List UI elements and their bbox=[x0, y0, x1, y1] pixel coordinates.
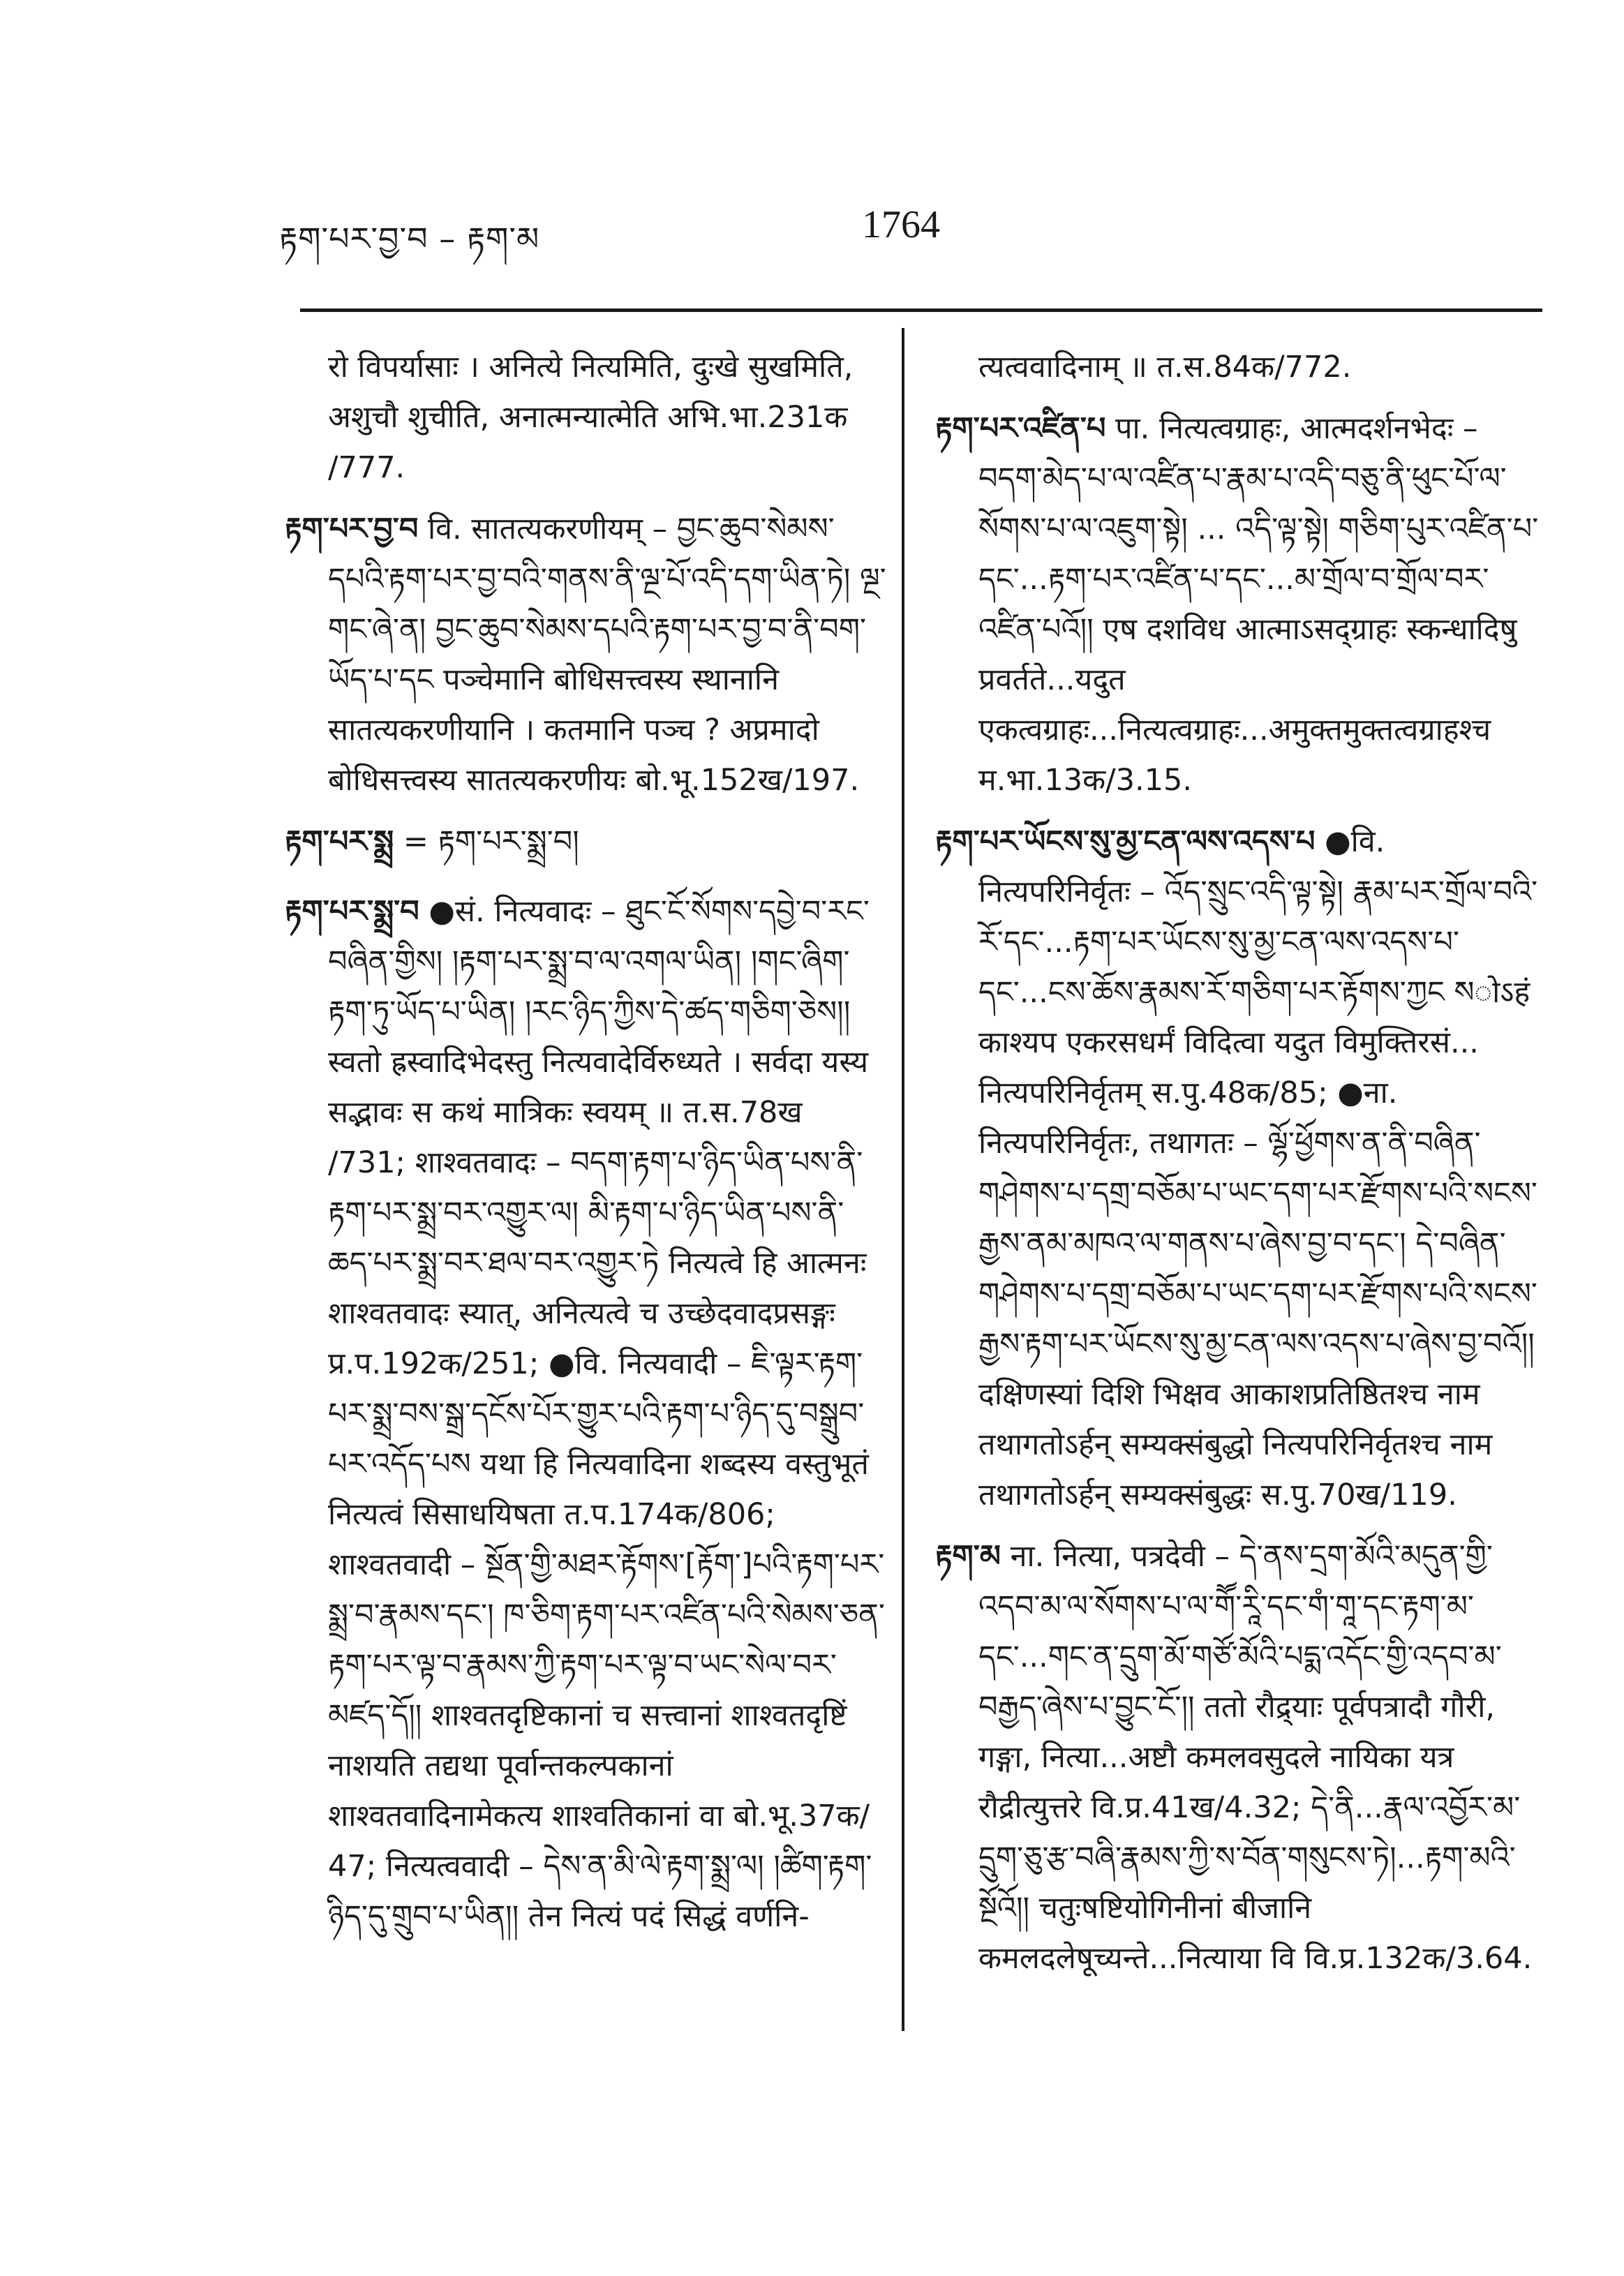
entry-text: ना. नित्या, पत्रदेवी – དེ་ནས་དྲག་མོའི་མདུན་གྱི་འདབ་མ་ལ་སོགས་པ་ལ་གཽ་རཱི་དང་གཾ་གཱ་དང་རྟག་མ་དང་...གང་ན་དྲུག་མོ་གཙོ་མོའི་པདྨ་འདོང་གྱི་འདབ་མ་བརྒྱད་ཞེས་པ་བྱུང་ངོ་།། ततो रौद्र्याः पूर्वपत्रादौ गौरी, गङ्गा, नित्या...अष्टौ कमलवसुदले नायिका यत्र रौद्रीत्युत्तरे वि.प्र.41ख/4.32; དེ་ནི...རྣལ་འབྱོར་མ་དྲུག་ཅུ་རྩ་བཞི་རྣམས་ཀྱི་ས་བོན་གསུངས་ཏེ།...རྟག་མའི་སྔོའོ།། चतुःषष्टियोगिनीनां बीजानि कमलदलेषूच्यन्ते...नित्याया वि वि.प्र.132क/3.64. bbox=[978, 1539, 1533, 1976]
running-head: རྟག་པར་བྱ་བ – རྟག་མ bbox=[279, 220, 540, 258]
dictionary-entry bbox=[285, 886, 886, 1942]
entry-text: ●सं. नित्यवादः – ཐུང་ངོ་སོགས་དབྱེ་བ་རང་བཞིན་གྱིས། །རྟག་པར་སྨྲ་བ་ལ་འགལ་ཡིན། །གང་ཞིག་རྟག་ཏུ་ཡོད་པ་ཡིན། །རང་ཉིད་ཀྱིས་དེ་ཚད་གཅིག་ཅེས།། स्वतो ह्रस्वादिभेदस्तु नित्यवादेर्विरुध्यते । सर्वदा यस्य सद्भावः स कथं मात्रिकः स्वयम् ॥ त.स.78ख /731; शाश्वतवादः – བདག་རྟག་པ་ཉིད་ཡིན་པས་ནི་རྟག་པར་སྨྲ་བར་འགྱུར་ལ། མི་རྟག་པ་ཉིད་ཡིན་པས་ནི་ཆད་པར་སྨྲ་བར་ཐལ་བར་འགྱུར་ཏེ नित्यत्वे हि आत्मनः शाश्वतवादः स्यात्, अनित्यत्वे च उच्छेदवादप्रसङ्गः प्र.प.192क/251; ●वि. नित्यवादी – ཇི་ལྟར་རྟག་པར་སྨྲ་བས་སྒྲ་དངོས་པོར་གྱུར་པའི་རྟག་པ་ཉིད་དུ་བསྒྲུབ་པར་འདོད་པས यथा हि नित्यवादिना शब्दस्य वस्तुभूतं नित्यत्वं सिसाधयिषता त.प.174क/806; शाश्वतवादी – སྔོན་གྱི་མཐར་རྟོགས་[རྟོག་]པའི་རྟག་པར་སྨྲ་བ་རྣམས་དང་། ཁ་ཅིག་རྟག་པར་འཛིན་པའི་སེམས་ཅན་རྟག་པར་ལྟ་བ་རྣམས་ཀྱི་རྟག་པར་ལྟ་བ་ཡང་སེལ་བར་མཛད་དོ།། शाश्वतदृष्टिकानां च सत्त्वानां शाश्वतदृष्टिं नाशयति तद्यथा पूर्वान्तकल्पकानां शाश्वतवादिनामेकत्य शाश्वतिकानां वा बो.भू.37क/ 47; नित्यत्ववादी – དེས་ན་མི་ལེ་རྟག་སྨྲ་ལ། །ཚིག་རྟག་ཉིད་དུ་གྲུབ་པ་ཡིན།། तेन नित्यं पदं सिद्धं वर्णनि- bbox=[328, 894, 885, 1934]
dictionary-entry bbox=[935, 1531, 1542, 1984]
page-number: 1764 bbox=[862, 203, 940, 246]
dictionary-entry bbox=[285, 504, 886, 805]
entry-text: रो विपर्यासाः । अनित्ये नित्यमिति, दुःखे सुखमिति, अशुचौ शुचीति, अनात्मन्यात्मेति अभि.भा.231क /777. bbox=[328, 350, 854, 485]
entry-headword: རྟག་པར་འཛིན་པ bbox=[935, 411, 1106, 446]
page-header bbox=[0, 0, 1624, 328]
column-divider bbox=[902, 328, 904, 2031]
header-rule bbox=[300, 308, 1542, 312]
dictionary-entry bbox=[935, 817, 1542, 1520]
entry-headword: རྟག་པར་སྨྲ་བ bbox=[285, 894, 419, 929]
entry-text: त्यत्ववादिनाम् ॥ त.स.84क/772. bbox=[978, 350, 1352, 385]
entry-text: ●वि. नित्यपरिनिर्वृतः – འོད་སྲུང་འདི་ལྟ་སྟེ། རྣམ་པར་གྲོལ་བའི་རོ་དང་...རྟག་པར་ཡོངས་སུ་མྱ་ངན་ལས་འདས་པ་དང་...ངས་ཆོས་རྣམས་རོ་གཅིག་པར་རྟོགས་ཀྱང སोऽहं काश्यप एकरसधर्मं विदित्वा यदुत विमुक्तिरसं... नित्यपरिनिर्वृतम् स.पु.48क/85; ●ना. नित्यपरिनिर्वृतः, तथागतः – ལྷོ་ཕྱོགས་ན་ནི་བཞིན་གཤེགས་པ་དགྲ་བཅོམ་པ་ཡང་དག་པར་རྫོགས་པའི་སངས་རྒྱས་ནམ་མཁའ་ལ་གནས་པ་ཞེས་བྱ་བ་དང་། དེ་བཞིན་གཤེགས་པ་དགྲ་བཅོམ་པ་ཡང་དག་པར་རྫོགས་པའི་སངས་རྒྱས་རྟག་པར་ཡོངས་སུ་མྱ་ངན་ལས་འདས་པ་ཞེས་བྱ་བའོ།། दक्षिणस्यां दिशि भिक्षव आकाशप्रतिष्ठितश्च नाम तथागतोऽर्हन् सम्यक्संबुद्धो नित्यपरिनिर्वृतश्च नाम तथागतोऽर्हन् सम्यक्संबुद्धः स.पु.70ख/119. bbox=[978, 824, 1538, 1512]
dictionary-entry bbox=[935, 403, 1542, 805]
entry-headword: རྟག་པར་ཡོངས་སུ་མྱ་ངན་ལས་འདས་པ bbox=[935, 824, 1316, 859]
entry-headword: རྟག་པར་སྨྲ bbox=[285, 824, 394, 859]
entry-text: पा. नित्यत्वग्राहः, आत्मदर्शनभेदः – བདག་མེད་པ་ལ་འཛིན་པ་རྣམ་པ་འདི་བཅུ་ནི་ཕུང་པོ་ལ་སོགས་པ་ལ་འཇུག་སྟེ། ... འདི་ལྟ་སྟེ། གཅིག་པུར་འཛིན་པ་དང་...རྟག་པར་འཛིན་པ་དང་...མ་གྲོལ་བ་གྲོལ་བར་འཛིན་པའོ།། एष दशविध आत्माऽसद्ग्राहः स्कन्धादिषु प्रवर्तते...यदुत एकत्वग्राहः...नित्यत्वग्राहः...अमुक्तमुक्तत्वग्राहश्च म.भा.13क/3.15. bbox=[978, 411, 1539, 798]
entry-text: = རྟག་པར་སྨྲ་བ། bbox=[403, 824, 579, 859]
entry-headword: རྟག་མ bbox=[935, 1539, 1001, 1574]
dictionary-entry bbox=[285, 817, 886, 867]
right-column bbox=[935, 342, 1542, 1995]
dictionary-entry bbox=[935, 342, 1542, 392]
entry-headword: རྟག་པར་བྱ་བ bbox=[285, 512, 419, 546]
left-column bbox=[285, 342, 886, 1953]
entry-text: वि. सातत्यकरणीयम् – བྱང་ཆུབ་སེམས་དཔའི་རྟག་པར་བྱ་བའི་གནས་ནི་ལྔ་པོ་འདི་དག་ཡིན་ཏེ། ལྔ་གང་ཞེ་ན། བྱང་ཆུབ་སེམས་དཔའི་རྟག་པར་བྱ་བ་ནི་བག་ཡོད་པ་དང पञ्चेमानि बोधिसत्त्वस्य स्थानानि सातत्यकरणीयानि । कतमानि पञ्च ? अप्रमादो बोधिसत्त्वस्य सातत्यकरणीयः बो.भू.152ख/197. bbox=[328, 512, 886, 798]
dictionary-entry bbox=[285, 342, 886, 493]
